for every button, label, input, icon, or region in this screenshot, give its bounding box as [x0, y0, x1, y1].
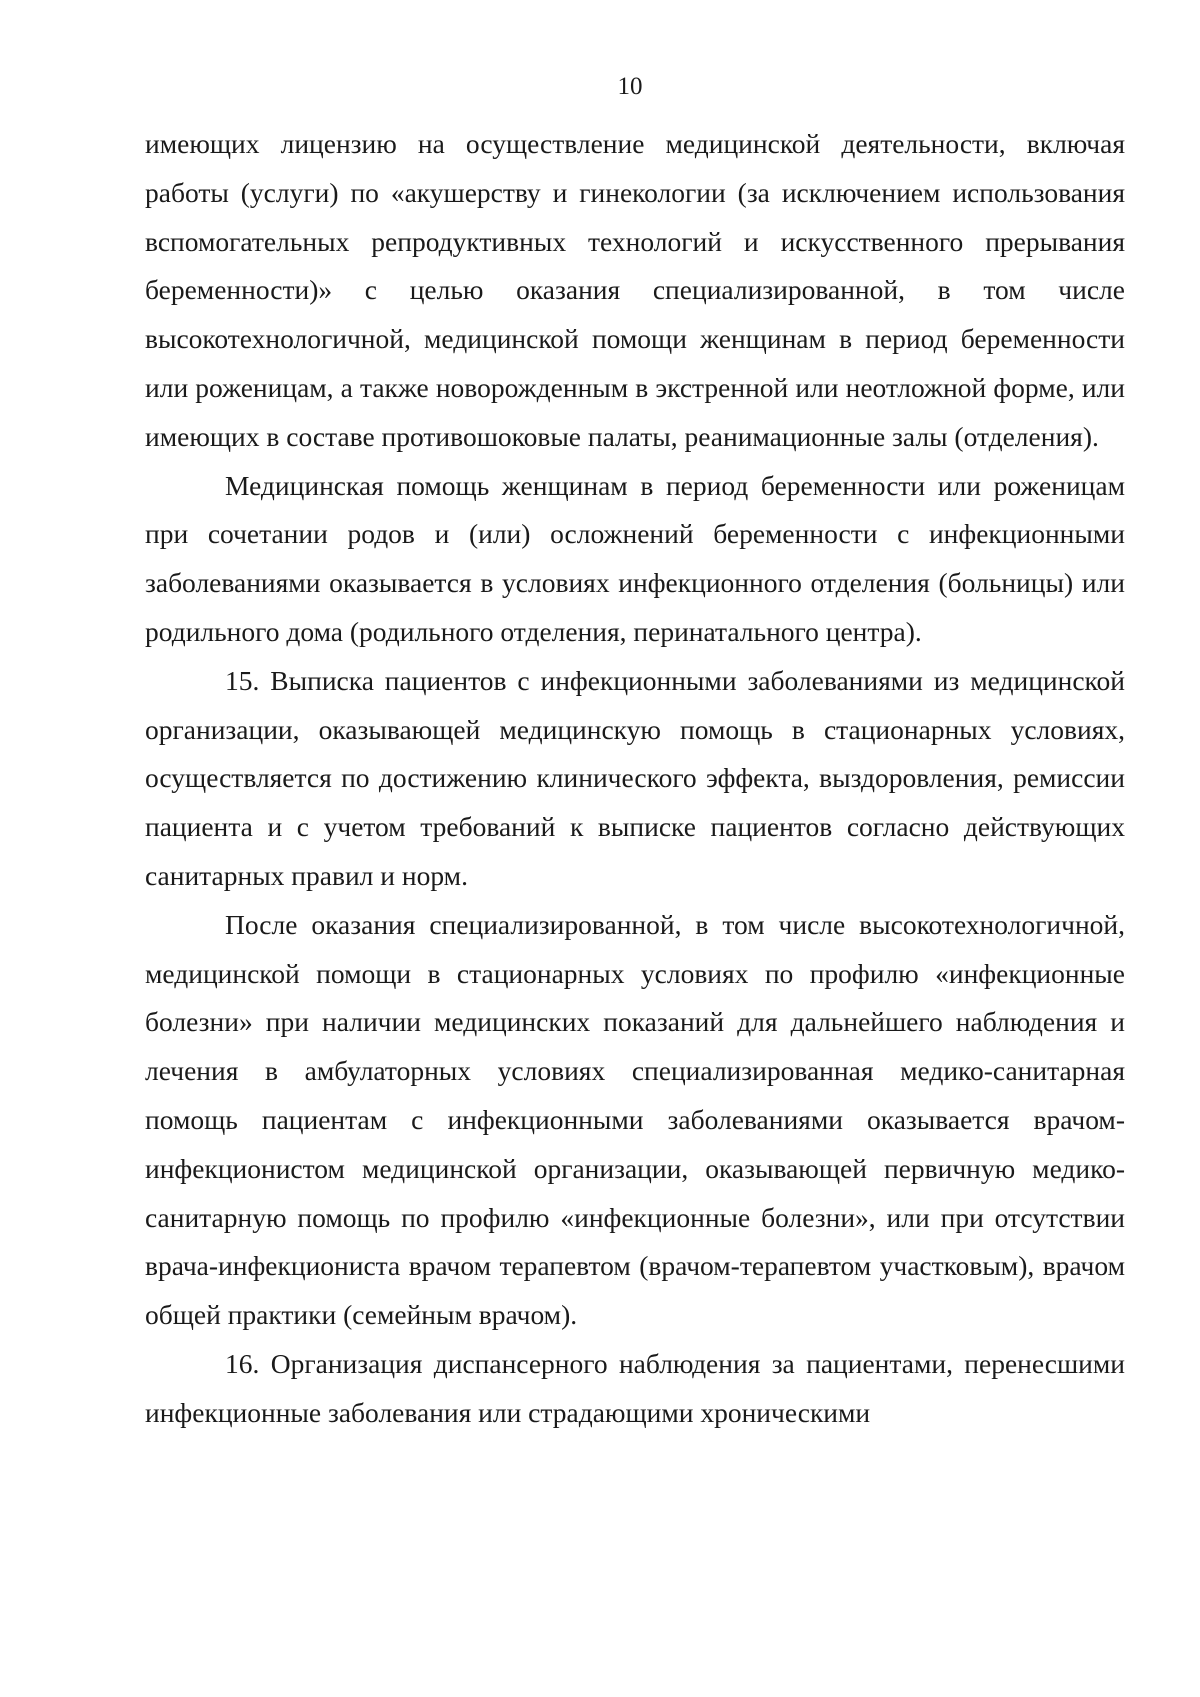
paragraph-license-continuation: имеющих лицензию на осуществление медицинской деятельности, включая работы (услуги) по «акушерству и гинекологии (за исключением использования вспомогательных репродуктивных технологий и искусственного прерывания беременности)» с целью оказания специализированной, в том числе высокотехнологичной, медицинской помощи женщинам в период беременности или роженицам, а также новорожденным в экстренной или неотложной форме, или имеющих в составе противошоковые палаты, реанимационные залы (отделения).	[145, 128, 1125, 452]
paragraph-item-15-discharge: 15. Выписка пациентов с инфекционными заболеваниями из медицинской организации, оказывающей медицинскую помощь в стационарных условиях, осуществляется по достижению клинического эффекта, выздоровления, ремиссии пациента и с учетом требований к выписке пациентов согласно действующих санитарных правил и норм.	[145, 664, 1125, 891]
paragraph-item-16-dispensary: 16. Организация диспансерного наблюдения за пациентами, перенесшими инфекционные заболевания или страдающими хроническими	[145, 1347, 1125, 1428]
paragraph-pregnancy-infection: Медицинская помощь женщинам в период беременности или роженицам при сочетании родов и (или) осложнений беременности с инфекционными заболеваниями оказывается в условиях инфекционного отделения (больницы) или родильного дома (родильного отделения, перинатального центра).	[145, 469, 1125, 647]
document-body	[145, 120, 1125, 1438]
page-number: 10	[617, 73, 643, 100]
paragraph-after-specialized-care: После оказания специализированной, в том числе высокотехнологичной, медицинской помощи в стационарных условиях по профилю «инфекционные болезни» при наличии медицинских показаний для дальнейшего наблюдения и лечения в амбулаторных условиях специализированная медико-санитарная помощь пациентам с инфекционными заболеваниями оказывается врачом-инфекционистом медицинской организации, оказывающей первичную медико-санитарную помощь по профилю «инфекционные болезни», или при отсутствии врача-инфекциониста врачом терапевтом (врачом-терапевтом участковым), врачом общей практики (семейным врачом).	[145, 908, 1125, 1331]
